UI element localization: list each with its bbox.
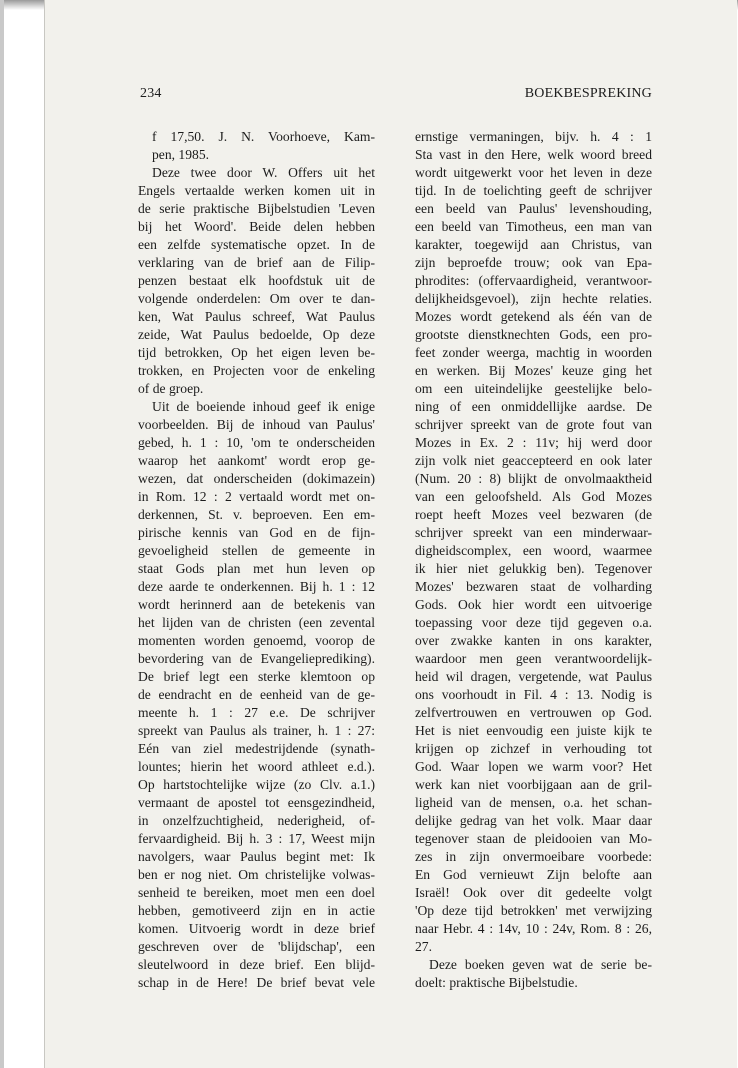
- text-line: Uit de boeiende inhoud geef ik enige: [152, 399, 375, 414]
- text-line: in Rom. 12 : 2 vertaald wordt met on-: [138, 489, 375, 504]
- text-line: feet zonder weerga, machtig in woorden: [415, 345, 652, 360]
- text-line: over zwakke kanten in ons karakter,: [415, 633, 652, 648]
- text-line: schrijver spreekt van een minderwaar-: [415, 525, 652, 540]
- text-line: En God vernieuwt Zijn belofte aan: [415, 867, 652, 882]
- text-line: wezen, dat onderscheiden (dokimazein): [138, 471, 375, 486]
- text-line: pirische kennis van God en de fijn-: [138, 525, 375, 540]
- text-line: of de groep.: [138, 381, 204, 396]
- text-line: delijkheidsgevoel), zijn hechte relaties.: [415, 291, 652, 306]
- text-line: gebed, h. 1 : 10, 'om te onderscheiden: [138, 435, 375, 450]
- text-line: schrijver spreekt van de grote fout van: [415, 417, 652, 432]
- page-number: 234: [140, 86, 162, 101]
- text-line: in onzelfzuchtigheid, nederigheid, of-: [138, 813, 375, 828]
- left-text-column: [138, 128, 375, 992]
- text-line: trokken, en Projecten voor de enkeling: [138, 363, 375, 378]
- text-line: 'Op deze tijd betrokken' met verwijzing: [415, 903, 652, 918]
- text-line: Eén van ziel medestrijdende (synath-: [138, 741, 375, 756]
- text-line: tijd betrokken, Op het eigen leven be-: [138, 345, 375, 360]
- text-line: voorbeelden. Bij de inhoud van Paulus': [138, 417, 375, 432]
- text-line: het lijden van de christen (een zevental: [138, 615, 375, 630]
- text-line: de serie praktische Bijbelstudien 'Leven: [138, 201, 375, 216]
- text-line: Het is niet eenvoudig een juiste kijk te: [415, 723, 652, 738]
- text-line: roept heeft Mozes veel bezwaren (de: [415, 507, 652, 522]
- text-line: ernstige vermaningen, bijv. h. 4 : 1: [415, 129, 652, 144]
- text-line: de eendracht en de eenheid van de ge-: [138, 687, 375, 702]
- text-line: ning of een onmiddellijke aardse. De: [415, 399, 652, 414]
- text-line: waarop het aankomt' wordt erop ge-: [138, 453, 375, 468]
- text-line: phrodites: (offervaardigheid, verantwoor-: [415, 273, 652, 288]
- text-line: God. Waar lopen we warm voor? Het: [415, 759, 652, 774]
- text-line: f 17,50. J. N. Voorhoeve, Kam-: [152, 129, 375, 144]
- text-line: toepassing voor deze tijd gegeven o.a.: [415, 615, 652, 630]
- text-line: ligheid van de mensen, o.a. het schan-: [415, 795, 652, 810]
- text-line: zeide, Wat Paulus bedoelde, Op deze: [138, 327, 375, 342]
- text-line: vermaant de apostel tot eensgezindheid,: [138, 795, 375, 810]
- text-line: Op hartstochtelijke wijze (zo Clv. a.1.): [138, 777, 375, 792]
- text-line: om een uiteindelijke geestelijke belo-: [415, 381, 652, 396]
- text-line: doelt: praktische Bijbelstudie.: [415, 975, 578, 990]
- scan-edge-left: [0, 0, 4, 1068]
- text-line: penzen bestaat elk hoofdstuk uit de: [138, 273, 375, 288]
- text-line: heid wil dragen, vergetende, wat Paulus: [415, 669, 652, 684]
- text-line: ik hier niet gelukkig ben). Tegenover: [415, 561, 652, 576]
- text-line: Mozes' bezwaren staat de volharding: [415, 579, 652, 594]
- text-line: Israël! Ook over dit gedeelte volgt: [415, 885, 652, 900]
- text-line: derkennen, St. v. beproeven. Een em-: [138, 507, 375, 522]
- text-line: spreekt van Paulus als trainer, h. 1 : 27:: [138, 723, 375, 738]
- section-title: BOEKBESPREKING: [524, 86, 652, 101]
- text-line: wordt herinnerd aan de betekenis van: [138, 597, 375, 612]
- text-line: navolgers, waar Paulus begint met: Ik: [138, 849, 375, 864]
- text-line: een beeld van Timotheus, een man van: [415, 219, 652, 234]
- text-line: bevordering van de Evangelieprediking).: [138, 651, 375, 666]
- running-head: [140, 86, 652, 108]
- text-line: grootste dienstknechten Gods, een pro-: [415, 327, 652, 342]
- text-line: pen, 1985.: [152, 147, 210, 162]
- text-line: zelfvertrouwen en vertrouwen op God.: [415, 705, 652, 720]
- text-line: waardoor men geen verantwoordelijk-: [415, 651, 652, 666]
- text-line: ben er nog niet. Om christelijke volwas-: [138, 867, 375, 882]
- text-line: digheidscomplex, een woord, waarmee: [415, 543, 652, 558]
- text-line: en werken. Bij Mozes' keuze ging het: [415, 363, 652, 378]
- text-line: hebben, gemotiveerd zijn en in actie: [138, 903, 375, 918]
- text-line: fervaardigheid. Bij h. 3 : 17, Weest mijn: [138, 831, 375, 846]
- text-line: delijke gedrag van het volk. Maar daar: [415, 813, 652, 828]
- right-text-column: [415, 128, 652, 992]
- text-line: senheid te bereiken, moet men een doel: [138, 885, 375, 900]
- text-line: staat Gods plan met hun leven op: [138, 561, 375, 576]
- text-line: gevoeligheid stellen de gemeente in: [138, 543, 375, 558]
- text-line: een zelfde systematische opzet. In de: [138, 237, 375, 252]
- text-line: Mozes wordt getekend als één van de: [415, 309, 652, 324]
- text-line: tegenover staan de pleidooien van Mo-: [415, 831, 652, 846]
- text-line: deze aarde te onderkennen. Bij h. 1 : 12: [138, 579, 375, 594]
- text-line: verklaring van de brief aan de Filip-: [138, 255, 375, 270]
- text-line: Gods. Ook hier wordt een uitvoerige: [415, 597, 652, 612]
- text-line: Deze boeken geven wat de serie be-: [429, 957, 652, 972]
- text-line: Sta vast in den Here, welk woord breed: [415, 147, 652, 162]
- text-line: krijgen op zichzef in verhouding tot: [415, 741, 652, 756]
- text-line: geschreven over de 'blijdschap', een: [138, 939, 375, 954]
- text-line: tijd. In de toelichting geeft de schrijver: [415, 183, 652, 198]
- text-line: volgende onderdelen: Om over te dan-: [138, 291, 375, 306]
- text-line: Engels vertaalde werken komen uit in: [138, 183, 375, 198]
- text-line: lountes; hierin het woord athleet e.d.).: [138, 759, 375, 774]
- text-line: Deze twee door W. Offers uit het: [152, 165, 375, 180]
- text-line: (Num. 20 : 8) blijkt de onvolmaaktheid: [415, 471, 652, 486]
- text-line: sleutelwoord in deze brief. Een blijd-: [138, 957, 375, 972]
- text-line: werk kan niet voorbijgaan aan de gril-: [415, 777, 652, 792]
- text-line: bij het Woord'. Beide delen hebben: [138, 219, 375, 234]
- text-line: wordt uitgewerkt voor het leven in deze: [415, 165, 652, 180]
- text-line: momenten worden genoemd, voorop de: [138, 633, 375, 648]
- text-line: naar Hebr. 4 : 14v, 10 : 24v, Rom. 8 : 26,: [415, 921, 652, 936]
- text-line: 27.: [415, 939, 432, 954]
- text-line: ken, Wat Paulus schreef, Wat Paulus: [138, 309, 375, 324]
- text-line: karakter, toegewijd aan Christus, van: [415, 237, 652, 252]
- text-line: zijn beproefde trouw; ook van Epa-: [415, 255, 652, 270]
- text-line: schap in de Here! De brief bevat vele: [138, 975, 375, 990]
- text-line: zijn volk niet geaccepteerd en ook later: [415, 453, 652, 468]
- text-line: Mozes in Ex. 2 : 11v; hij werd door: [415, 435, 652, 450]
- text-line: komen. Uitvoerig wordt in deze brief: [138, 921, 375, 936]
- text-line: De brief legt een sterke klemtoon op: [138, 669, 375, 684]
- text-line: zes in zijn onvermoeibare voorbede:: [415, 849, 652, 864]
- text-line: van een geloofsheld. Als God Mozes: [415, 489, 652, 504]
- text-line: een beeld van Paulus' levenshouding,: [415, 201, 652, 216]
- text-line: meente h. 1 : 27 e.e. De schrijver: [138, 705, 375, 720]
- text-line: ons voorhoudt in Fil. 4 : 13. Nodig is: [415, 687, 652, 702]
